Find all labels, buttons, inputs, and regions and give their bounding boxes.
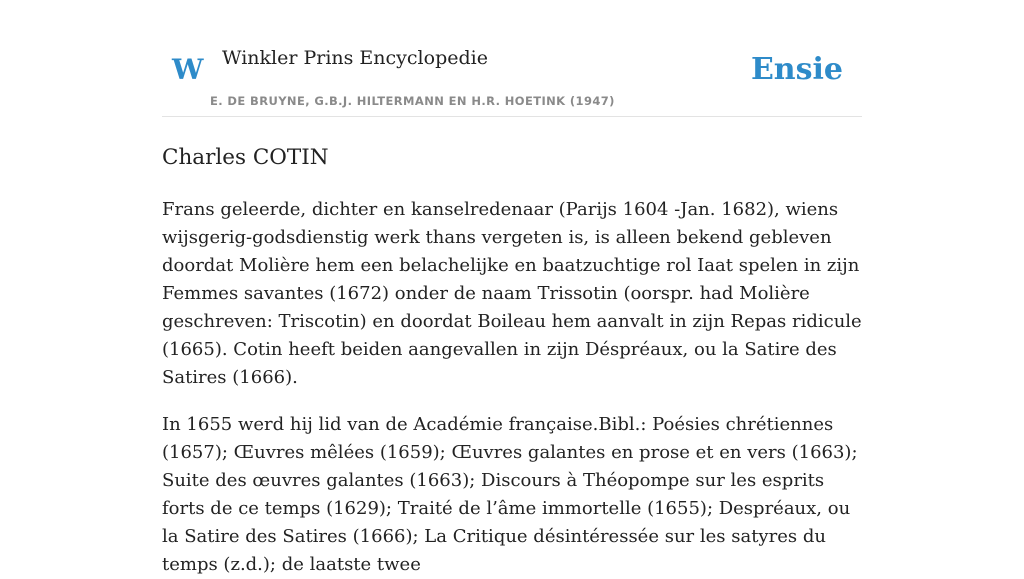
site-header — [162, 0, 862, 117]
encyclopedia-logo[interactable]: W — [172, 53, 204, 86]
brand-logo[interactable]: Ensie — [750, 52, 843, 87]
page — [162, 0, 862, 575]
encyclopedia-title[interactable]: Winkler Prins Encyclopedie — [222, 47, 488, 69]
article-paragraph-2: In 1655 werd hij lid van de Académie française.Bibl.: Poésies chrétiennes (1657); Œuvres mêlées (1659); Œuvres galantes en prose et en vers (1663); Suite des œuvres galantes (1663); Discours à Théopompe sur les esprits forts de ce temps (1629); Traité de l’âme immortelle (1655); Despréaux, ou la Satire des Satires (1666); La Critique désintéressée sur les satyres du temps (z.d.); de laatste twee — [162, 414, 858, 575]
encyclopedia-authors: E. DE BRUYNE, G.B.J. HILTERMANN EN H.R. HOETINK (1947) — [210, 94, 615, 108]
article-paragraph-1: Frans geleerde, dichter en kanselredenaar (Parijs 1604 -Jan. 1682), wiens wijsgerig-godsdienstig werk thans vergeten is, is alleen bekend gebleven doordat Molière hem een belachelijke en baatzuchtige rol Iaat spelen in zijn Femmes savantes (1672) onder de naam Trissotin (oorspr. had Molière geschreven: Triscotin) en doordat Boileau hem aanvalt in zijn Repas ridicule (1665). Cotin heeft beiden aangevallen in zijn Déspréaux, ou la Satire des Satires (1666). — [162, 199, 862, 388]
article-title: Charles COTIN — [162, 145, 329, 170]
